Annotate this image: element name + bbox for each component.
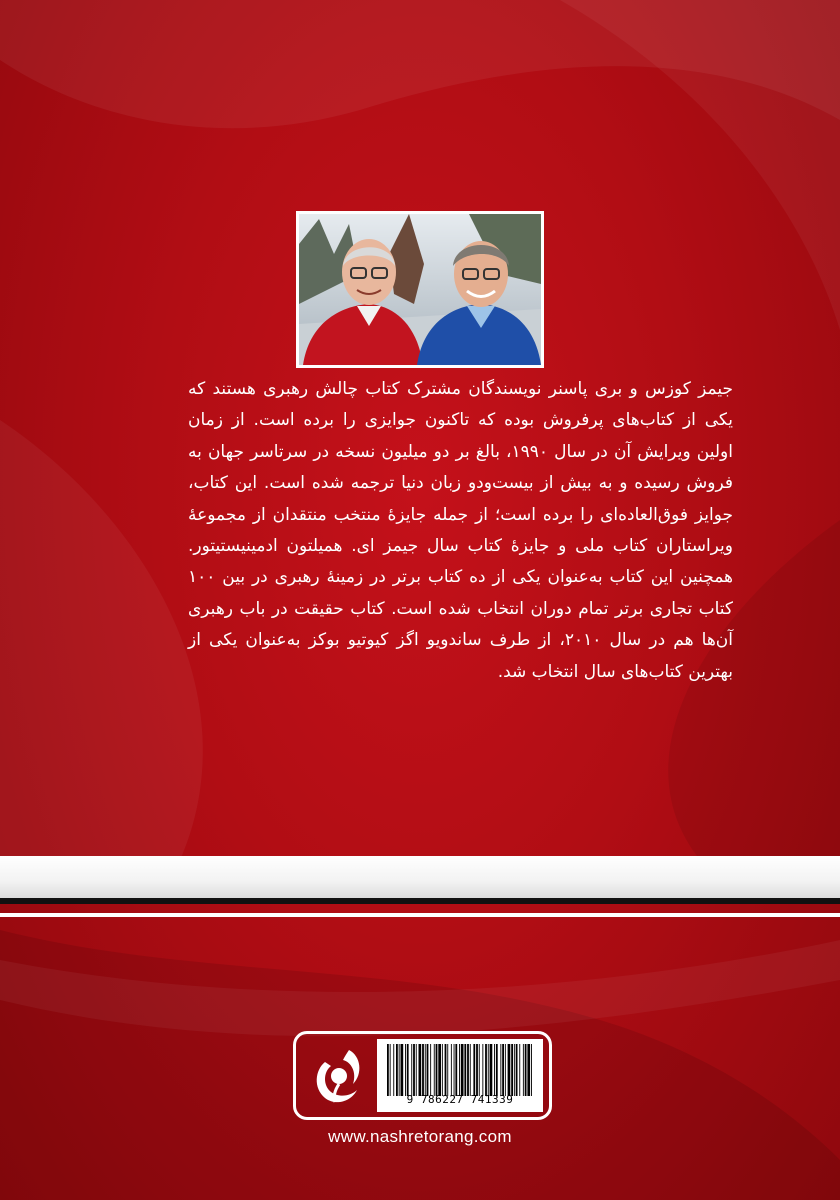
black-stripe: [0, 898, 840, 904]
author-bio-paragraph: جیمز کوزس و بری پاسنر نویسندگان مشترک کتاب چالش رهبری هستند که یکی از کتاب‌های پرفروش بوده که تاکنون جوایزی را برده است. از زمان اولین ویرایش آن در سال ۱۹۹۰، بالغ بر دو میلیون نسخه در سرتاسر جهان به فروش رسیده و به بیش از بیست‌ودو زبان دنیا ترجمه شده است. این کتاب، جوایز فوق‌العاده‌ای را برده است؛ از جمله جایزهٔ منتخب منتقدان از مجموعهٔ ویراستاران کتاب ملی و جایزهٔ کتاب سال جیمز ای. همیلتون ادمینیستیتور. همچنین این کتاب به‌عنوان یکی از ده کتاب برتر در زمینهٔ رهبری در بین ۱۰۰ کتاب تجاری برتر تمام دوران انتخاب شده است. کتاب حقیقت در باب رهبری آن‌ها هم در سال ۲۰۱۰، از طرف ساندویو اگز کیوتیو بوکز به‌عنوان یکی از بهترین کتاب‌های سال انتخاب شد.: [188, 379, 733, 682]
barcode-bars: [385, 1044, 535, 1096]
author-photo: [296, 211, 544, 368]
publisher-website: www.nashretorang.com: [328, 1127, 512, 1146]
barcode: [377, 1039, 543, 1112]
thin-white-stripe: [0, 913, 840, 917]
author-photo-icon: [299, 214, 541, 365]
isbn-number: 9 786227 741339: [406, 1093, 514, 1106]
white-stripe: [0, 856, 840, 898]
publisher-logo-icon: [305, 1044, 369, 1108]
